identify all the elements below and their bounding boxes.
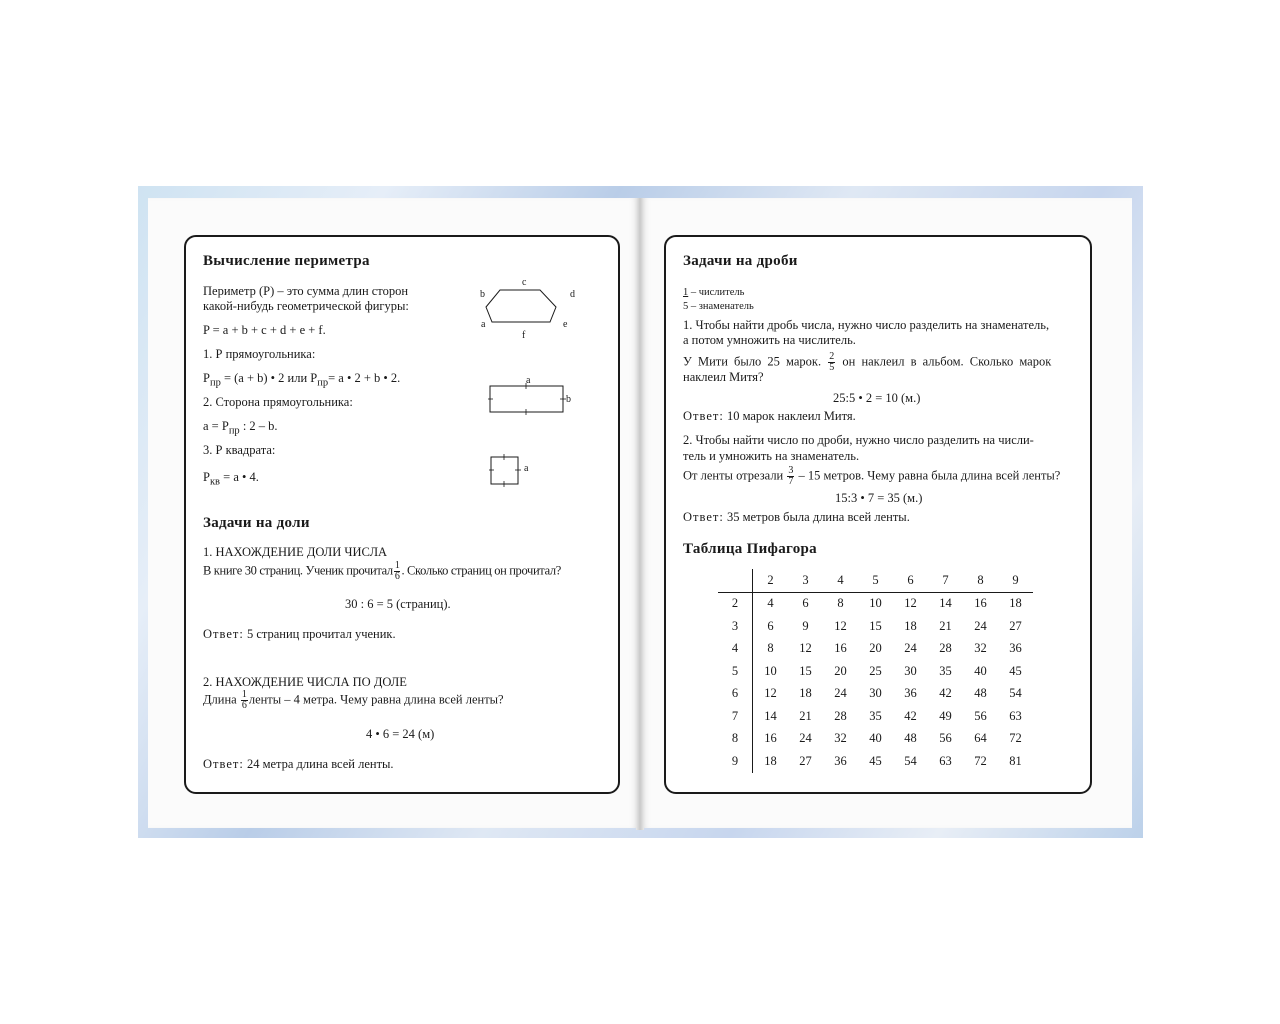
shares-title: Задачи на доли [203,515,310,531]
fractions-calc2: 15:3 • 7 = 35 (м.) [835,491,923,505]
table-cell: 54 [1009,686,1022,701]
table-cell: 32 [834,731,847,746]
table-row [718,660,1033,683]
shares-sub2: 2. НАХОЖДЕНИЕ ЧИСЛА ПО ДОЛЕ [203,675,407,689]
table-header-cell: 2 [753,569,789,592]
table-cell: 64 [974,731,987,746]
table-cell: 36 [1009,641,1022,656]
table-cell: 15 [869,618,882,633]
table-header-cell: 5 [858,569,893,592]
pythagoras-table [718,569,1033,773]
fractions-problem1: У Мити было 25 марок. $\frac{2}{5}$ он наклеил в альбом. Сколько марок [683,351,1052,373]
table-row-header: 5 [718,660,753,683]
table-row [718,638,1033,661]
table-cell: 21 [939,618,952,633]
fractions-answer2: Ответ: 35 метров была длина всей ленты. [683,510,910,524]
table-cell: 45 [869,753,882,768]
square-perimeter-title: 3. Р квадрата: [203,443,276,457]
notebook-spine [636,198,644,830]
table-cell: 12 [904,596,917,611]
table-cell: 42 [939,686,952,701]
hexagon-label-c: c [522,277,527,288]
fractions-rule2-line1: 2. Чтобы найти число по дроби, нужно число разделить на числи- [683,433,1034,447]
table-cell: 14 [939,596,952,611]
table-row [718,728,1033,751]
table-cell: 6 [767,618,774,633]
table-header-cell: 8 [963,569,998,592]
shares-calc2: 4 • 6 = 24 (м) [366,727,435,741]
shares-sub1: 1. НАХОЖДЕНИЕ ДОЛИ ЧИСЛА [203,545,388,559]
hexagon-label-a: a [481,319,486,330]
table-cell: 12 [799,641,812,656]
pythagoras-header-row [718,569,1033,592]
table-cell: 56 [939,731,952,746]
table-row [718,705,1033,728]
table-cell: 8 [767,641,774,656]
pythagoras-title: Таблица Пифагора [683,541,817,557]
table-cell: 8 [837,596,844,611]
hexagon-label-b: b [480,289,485,300]
rectangle-label-b: b [566,394,571,405]
table-row [718,592,1033,615]
table-cell: 4 [767,596,774,611]
table-cell: 63 [1009,708,1022,723]
table-cell: 18 [1009,596,1022,611]
perimeter-definition-line1: Периметр (Р) – это сумма длин сторон [203,284,409,298]
shares-problem2: Длина $\frac{1}{6}$ ленты – 4 метра. Чему равна длина всей ленты? [203,689,504,711]
table-cell: 25 [869,663,882,678]
table-cell: 18 [904,618,917,633]
table-cell: 16 [974,596,987,611]
table-cell: 40 [974,663,987,678]
hexagon-figure [478,276,578,340]
shares-problem1: В книге 30 страниц. Ученик прочитал $\frac{1}{6}$ . Сколько страниц он прочитал? [203,560,561,582]
table-cell: 54 [904,753,917,768]
table-cell: 30 [904,663,917,678]
table-row-header: 8 [718,728,753,751]
table-cell: 16 [764,731,777,746]
fractions-title: Задачи на дроби [683,253,798,269]
rectangle-perimeter-formula: $P_{пр} = (a + b)$ • 2 или $P_{пр}= a$ • 2 + b • 2. [203,371,401,389]
table-cell: 48 [974,686,987,701]
rectangle-side-formula: $a = P_{пр}$ : 2 – b. [203,419,278,437]
table-row [718,683,1033,706]
table-cell: 28 [939,641,952,656]
table-cell: 21 [799,708,812,723]
table-row [718,615,1033,638]
rectangle-figure [488,374,578,416]
table-cell: 10 [869,596,882,611]
table-row-header: 2 [718,592,753,615]
table-cell: 30 [869,686,882,701]
square-figure [489,454,539,488]
shares-answer2: Ответ: 24 метра длина всей ленты. [203,757,394,771]
table-cell: 18 [764,753,777,768]
table-cell: 72 [974,753,987,768]
table-cell: 24 [974,618,987,633]
table-cell: 35 [869,708,882,723]
rectangle-side-title: 2. Сторона прямоугольника: [203,395,353,409]
square-perimeter-formula: $P_{кв} = a$ • 4. [203,470,259,488]
table-cell: 9 [802,618,809,633]
table-cell: 56 [974,708,987,723]
table-cell: 10 [764,663,777,678]
table-cell: 32 [974,641,987,656]
table-cell: 12 [764,686,777,701]
table-row-header: 7 [718,705,753,728]
table-cell: 20 [869,641,882,656]
table-cell: 24 [834,686,847,701]
table-cell: 35 [939,663,952,678]
table-cell: 15 [799,663,812,678]
fractions-answer1: Ответ: 10 марок наклеил Митя. [683,409,856,423]
table-header-cell: 4 [823,569,858,592]
table-cell: 63 [939,753,952,768]
rectangle-perimeter-title: 1. Р прямоугольника: [203,347,316,361]
table-cell: 49 [939,708,952,723]
table-cell: 81 [1009,753,1022,768]
shares-answer1: Ответ: 5 страниц прочитал ученик. [203,627,396,641]
perimeter-title: Вычисление периметра [203,253,370,269]
fractions-problem1-line2: наклеил Митя? [683,370,764,384]
table-cell: 24 [904,641,917,656]
table-cell: 12 [834,618,847,633]
table-cell: 45 [1009,663,1022,678]
table-header-cell: 9 [998,569,1033,592]
perimeter-definition-line2: какой-нибудь геометрической фигуры: [203,299,409,313]
table-header-cell: 7 [928,569,963,592]
table-cell: 16 [834,641,847,656]
table-cell: 36 [834,753,847,768]
fractions-numerator-legend: 1 – числитель [683,287,745,298]
table-row-header: 6 [718,683,753,706]
shares-calc1: 30 : 6 = 5 (страниц). [345,597,451,611]
table-cell: 36 [904,686,917,701]
fractions-problem2: От ленты отрезали $\frac{3}{7}$ – 15 метров. Чему равна была длина всей ленты? [683,465,1061,487]
table-cell: 6 [802,596,809,611]
hexagon-label-e: e [563,319,568,330]
table-cell: 40 [869,731,882,746]
perimeter-formula: P = a + b + c + d + e + f. [203,323,326,337]
table-row-header: 3 [718,615,753,638]
fractions-rule1-line1: 1. Чтобы найти дробь числа, нужно число разделить на знаменатель, [683,318,1050,332]
table-header-cell: 3 [788,569,823,592]
table-cell: 42 [904,708,917,723]
table-cell: 14 [764,708,777,723]
table-cell: 20 [834,663,847,678]
hexagon-label-d: d [570,289,575,300]
table-cell: 72 [1009,731,1022,746]
table-corner [718,569,753,592]
fractions-rule2-line2: тель и умножить на знаменатель. [683,449,860,463]
table-row [718,750,1033,773]
table-cell: 24 [799,731,812,746]
fractions-rule1-line2: а потом умножить на числитель. [683,333,856,347]
table-cell: 28 [834,708,847,723]
table-cell: 18 [799,686,812,701]
fractions-denominator-legend: 5 – знаменатель [683,301,754,312]
table-cell: 27 [1009,618,1022,633]
table-cell: 27 [799,753,812,768]
square-label-a: a [524,463,529,474]
table-cell: 48 [904,731,917,746]
hexagon-label-f: f [522,330,526,341]
rectangle-label-a: a [526,375,531,386]
table-row-header: 4 [718,638,753,661]
table-header-cell: 6 [893,569,928,592]
fractions-calc1: 25:5 • 2 = 10 (м.) [833,391,921,405]
table-row-header: 9 [718,750,753,773]
